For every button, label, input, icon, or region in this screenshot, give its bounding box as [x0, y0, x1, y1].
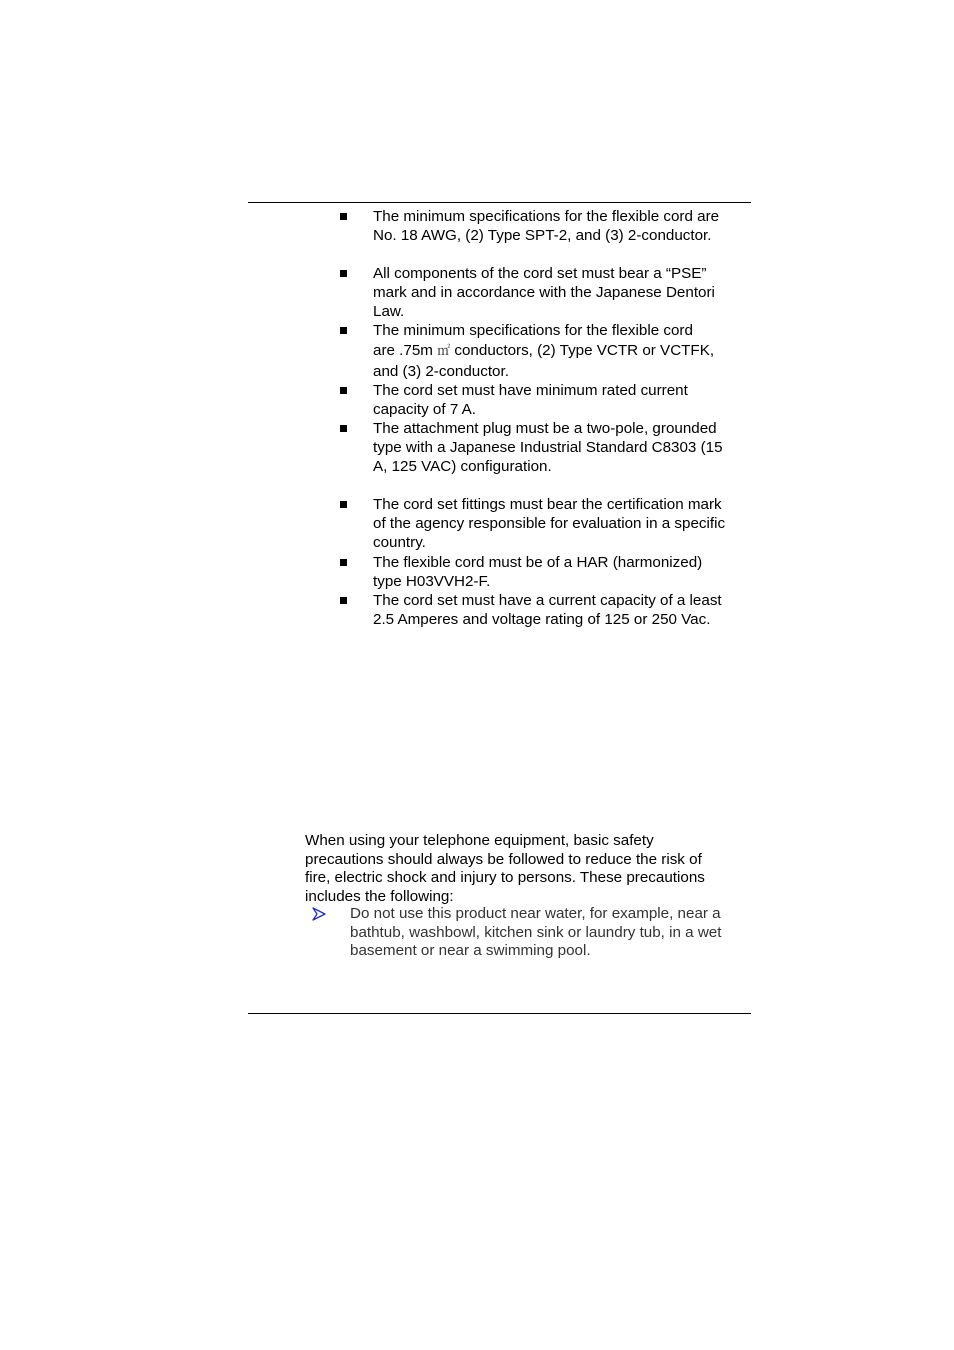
list-item-line: A, 125 VAC) configuration. [373, 458, 552, 475]
list-item-line [373, 340, 750, 362]
list-item-line: The minimum specifications for the flexible cord [373, 322, 693, 339]
list-item-line: of the agency responsible for evaluation in a specific [373, 515, 726, 532]
square-bullet-icon [340, 213, 347, 220]
square-bullet-icon [340, 327, 347, 334]
list-item-line: The flexible cord must be of a HAR (harmonized) [373, 554, 703, 571]
list-item-line: type with a Japanese Industrial Standard C8303 (15 [373, 439, 723, 456]
list-item-text: conductors, (2) Type VCTR or VCTFK, [450, 342, 715, 359]
list-item-line: The cord set must have minimum rated current [373, 382, 688, 399]
list-item-line: 2.5 Amperes and voltage rating of 125 or 250 Vac. [373, 611, 711, 628]
list-item-line: and (3) 2-conductor. [373, 363, 509, 380]
list-item-line: country. [373, 534, 426, 551]
list-item-line: bathtub, washbowl, kitchen sink or laundry tub, in a wet [350, 923, 722, 941]
list-item-line: All components of the cord set must bear a “PSE” [373, 265, 707, 282]
list-item-line: No. 18 AWG, (2) Type SPT-2, and (3) 2-conductor. [373, 227, 712, 244]
list-item-line: The attachment plug must be a two-pole, grounded [373, 420, 717, 437]
top-rule [248, 202, 751, 203]
paragraph-line: includes the following: [305, 887, 454, 905]
square-bullet-icon [340, 270, 347, 277]
arrowhead-bullet-icon [312, 907, 326, 921]
square-bullet-icon [340, 597, 347, 604]
list-item-line: The minimum specifications for the flexible cord are [373, 208, 720, 225]
list-item-line: The cord set fittings must bear the certification mark [373, 496, 722, 513]
list-item-line: capacity of 7 A. [373, 401, 476, 418]
list-item-line: Do not use this product near water, for example, near a [350, 905, 721, 922]
paragraph-line: When using your telephone equipment, basic safety [305, 832, 654, 849]
square-bullet-icon [340, 425, 347, 432]
list-item-text: are .75m [373, 342, 438, 359]
square-meter-unit: ㎡ [437, 344, 451, 359]
square-bullet-icon [340, 501, 347, 508]
list-item-line: The cord set must have a current capacity of a least [373, 592, 722, 609]
paragraph-line: fire, electric shock and injury to persons. These precautions [305, 869, 705, 887]
square-bullet-icon [340, 559, 347, 566]
paragraph-line: precautions should always be followed to reduce the risk of [305, 850, 702, 868]
list-item-line: basement or near a swimming pool. [350, 942, 591, 960]
square-bullet-icon [340, 387, 347, 394]
list-item-line: mark and in accordance with the Japanese Dentori [373, 284, 715, 301]
list-item-line: Law. [373, 303, 405, 320]
bottom-rule [248, 1013, 751, 1014]
list-item-line: type H03VVH2-F. [373, 573, 491, 590]
safety-intro-paragraph [305, 832, 755, 906]
